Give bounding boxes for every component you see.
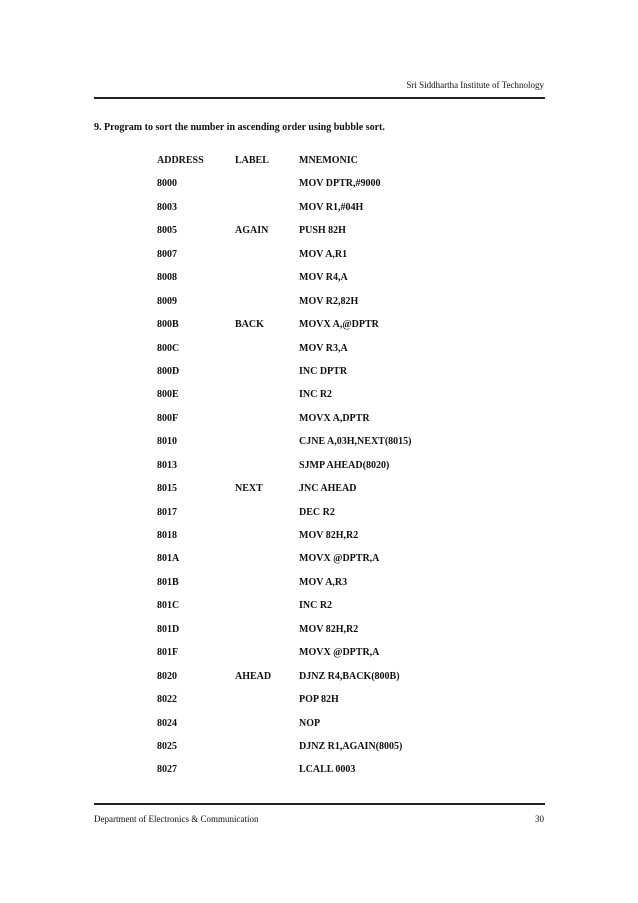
footer-page-number: 30 (535, 814, 544, 824)
cell-address: 800F (157, 412, 179, 424)
cell-address: 801A (157, 553, 180, 565)
section-title: 9. Program to sort the number in ascending order using bubble sort. (94, 122, 385, 133)
cell-address: 8003 (157, 201, 177, 213)
cell-mnemonic: MOV A,R1 (299, 248, 348, 260)
cell-mnemonic: INC R2 (299, 389, 333, 401)
cell-mnemonic: LCALL 0003 (299, 764, 356, 776)
cell-label: AGAIN (235, 225, 269, 237)
cell-mnemonic: MOVX A,@DPTR (299, 319, 379, 331)
cell-mnemonic: MOV A,R3 (299, 576, 348, 588)
column-header-address: ADDRESS (157, 155, 204, 166)
column-header-label: LABEL (235, 155, 269, 166)
cell-address: 8022 (157, 694, 177, 706)
cell-mnemonic: DJNZ R4,BACK(800B) (299, 670, 400, 682)
header-divider (94, 97, 545, 99)
cell-address: 800B (157, 319, 179, 331)
header-institute-name: Sri Siddhartha Institute of Technology (406, 80, 544, 90)
cell-mnemonic: MOV R3,A (299, 342, 348, 354)
cell-address: 801D (157, 623, 180, 635)
footer-divider (94, 803, 545, 805)
cell-address: 8017 (157, 506, 177, 518)
cell-mnemonic: DEC R2 (299, 506, 335, 518)
cell-mnemonic: MOV 82H,R2 (299, 623, 359, 635)
cell-address: 8024 (157, 717, 177, 729)
cell-address: 800C (157, 342, 180, 354)
cell-label: NEXT (235, 483, 263, 495)
cell-mnemonic: MOVX @DPTR,A (299, 647, 380, 659)
cell-mnemonic: MOV R2,82H (299, 295, 359, 307)
cell-address: 801B (157, 576, 179, 588)
column-header-mnemonic: MNEMONIC (299, 155, 358, 166)
cell-address: 801F (157, 647, 179, 659)
cell-mnemonic: INC R2 (299, 600, 333, 612)
cell-label: BACK (235, 319, 264, 331)
cell-address: 801C (157, 600, 180, 612)
cell-mnemonic: INC DPTR (299, 365, 348, 377)
cell-mnemonic: POP 82H (299, 694, 339, 706)
cell-mnemonic: PUSH 82H (299, 225, 346, 237)
cell-mnemonic: JNC AHEAD (299, 483, 357, 495)
cell-mnemonic: CJNE A,03H,NEXT(8015) (299, 436, 412, 448)
cell-label: AHEAD (235, 670, 272, 682)
footer-department: Department of Electronics & Communication (94, 814, 259, 824)
cell-address: 8015 (157, 483, 177, 495)
cell-mnemonic: MOVX @DPTR,A (299, 553, 380, 565)
cell-address: 8000 (157, 178, 177, 190)
cell-address: 8027 (157, 764, 177, 776)
cell-address: 8013 (157, 459, 177, 471)
cell-address: 800E (157, 389, 179, 401)
cell-address: 8005 (157, 225, 177, 237)
cell-address: 8025 (157, 740, 177, 752)
cell-mnemonic: SJMP AHEAD(8020) (299, 459, 390, 471)
cell-mnemonic: MOVX A,DPTR (299, 412, 370, 424)
cell-address: 8020 (157, 670, 177, 682)
cell-address: 8010 (157, 436, 177, 448)
cell-mnemonic: MOV R4,A (299, 272, 348, 284)
cell-mnemonic: MOV 82H,R2 (299, 530, 359, 541)
cell-address: 8008 (157, 272, 177, 284)
cell-mnemonic: MOV DPTR,#9000 (299, 178, 381, 190)
cell-address: 8009 (157, 295, 177, 307)
cell-address: 8007 (157, 248, 177, 260)
cell-mnemonic: MOV R1,#04H (299, 201, 364, 213)
cell-mnemonic: DJNZ R1,AGAIN(8005) (299, 740, 403, 752)
cell-mnemonic: NOP (299, 717, 321, 729)
cell-address: 800D (157, 365, 180, 377)
cell-address: 8018 (157, 530, 177, 541)
